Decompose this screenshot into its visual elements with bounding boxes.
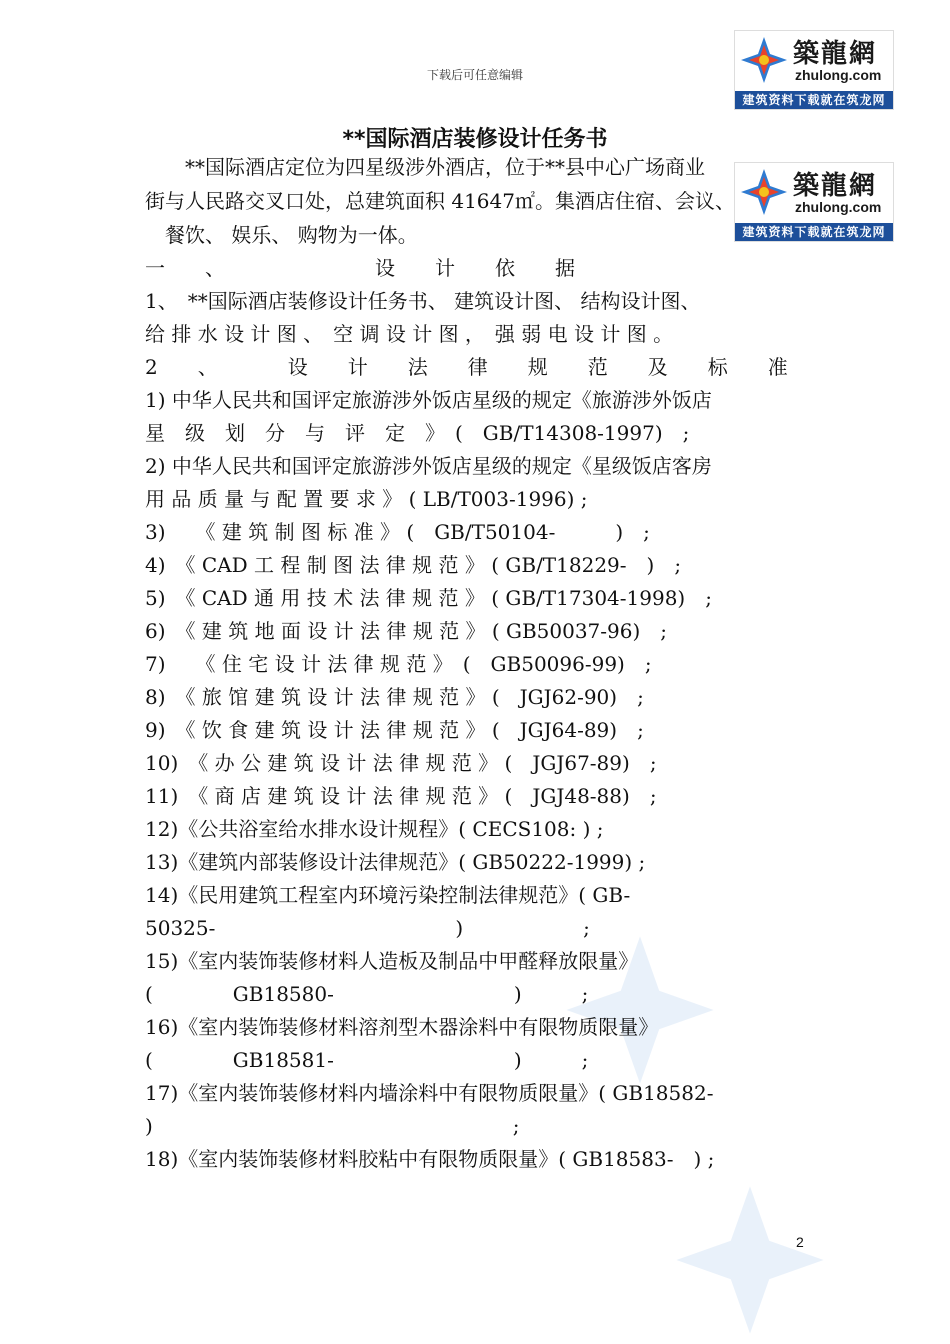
list-item: 3) 《 建 筑 制 图 标 准 》 ( GB/T50104- ) ; [145, 520, 650, 544]
list-item: 星 级 划 分 与 评 定 》 ( GB/T14308-1997) ; [145, 421, 690, 445]
zhulong-logo-top [734, 30, 894, 110]
list-item: 4) 《 CAD 工 程 制 图 法 律 规 范 》 ( GB/T18229- ) ; [145, 553, 682, 577]
body-line: **国际酒店定位为四星级涉外酒店，位于**县中心广场商业 [145, 155, 705, 179]
logo-brand-en: zhulong.com [795, 199, 882, 215]
body-line: 1、 **国际酒店装修设计任务书、 建筑设计图、 结构设计图、 [145, 289, 701, 313]
list-item: ( GB18580- ) ; [145, 982, 589, 1006]
logo-brand-cn: 築龍網 [793, 39, 878, 69]
list-item: 15)《室内装饰装修材料人造板及制品中甲醛释放限量》 [145, 949, 639, 973]
list-item: 7) 《 住 宅 设 计 法 律 规 范 》 ( GB50096-99) ; [145, 652, 652, 676]
body-line: 给 排 水 设 计 图 、 空 调 设 计 图 ， 强 弱 电 设 计 图 。 [145, 322, 674, 346]
list-item: 2) 中华人民共和国评定旅游涉外饭店星级的规定《星级饭店客房 [145, 454, 712, 478]
logo-tagline: 建筑资料下载就在筑龙网 [735, 91, 893, 109]
page-number: 2 [796, 1234, 804, 1250]
body-line: 街与人民路交叉口处，总建筑面积 41647㎡。集酒店住宿、会议、 [145, 189, 735, 213]
watermark-snowflake-icon [640, 1180, 860, 1340]
logo-tagline: 建筑资料下载就在筑龙网 [735, 223, 893, 241]
list-item: 用 品 质 量 与 配 置 要 求 》 ( LB/T003-1996) ; [145, 487, 588, 511]
list-item: 5) 《 CAD 通 用 技 术 法 律 规 范 》 ( GB/T17304-1998) ; [145, 586, 712, 610]
list-item: 1) 中华人民共和国评定旅游涉外饭店星级的规定《旅游涉外饭店 [145, 388, 712, 412]
list-item: 16)《室内装饰装修材料溶剂型木器涂料中有限物质限量》 [145, 1015, 659, 1039]
list-item: 10) 《 办 公 建 筑 设 计 法 律 规 范 》 ( JGJ67-89) ; [145, 751, 657, 775]
list-item: 9) 《 饮 食 建 筑 设 计 法 律 规 范 》 ( JGJ64-89) ; [145, 718, 644, 742]
section-heading: 一 、 设 计 依 据 [145, 256, 575, 280]
list-item: 13)《建筑内部装修设计法律规范》( GB50222-1999) ; [145, 850, 646, 874]
list-item: 8) 《 旅 馆 建 筑 设 计 法 律 规 范 》 ( JGJ62-90) ; [145, 685, 644, 709]
list-item: 14)《民用建筑工程室内环境污染控制法律规范》( GB- [145, 883, 631, 907]
body-line: 餐饮、 娱乐、 购物为一体。 [145, 223, 418, 247]
list-item: ) ; [145, 1114, 520, 1138]
list-item: 50325- ) ; [145, 916, 590, 940]
document-title: **国际酒店装修设计任务书 [342, 127, 608, 152]
list-item: ( GB18581- ) ; [145, 1048, 589, 1072]
logo-brand-en: zhulong.com [795, 67, 882, 83]
list-item: 17)《室内装饰装修材料内墙涂料中有限物质限量》( GB18582- [145, 1081, 714, 1105]
list-item: 11) 《 商 店 建 筑 设 计 法 律 规 范 》 ( JGJ48-88) ; [145, 784, 657, 808]
list-item: 18)《室内装饰装修材料胶粘中有限物质限量》( GB18583- ) ; [145, 1147, 715, 1171]
list-item: 12)《公共浴室给水排水设计规程》( CECS108: ) ; [145, 817, 604, 841]
section-heading: 2 、 设 计 法 律 规 范 及 标 准 [145, 355, 788, 379]
snowflake-logo-icon [739, 35, 789, 85]
list-item: 6) 《 建 筑 地 面 设 计 法 律 规 范 》 ( GB50037-96) ; [145, 619, 668, 643]
header-note: 下载后可任意编辑 [426, 68, 523, 82]
logo-brand-cn: 築龍網 [793, 171, 878, 201]
